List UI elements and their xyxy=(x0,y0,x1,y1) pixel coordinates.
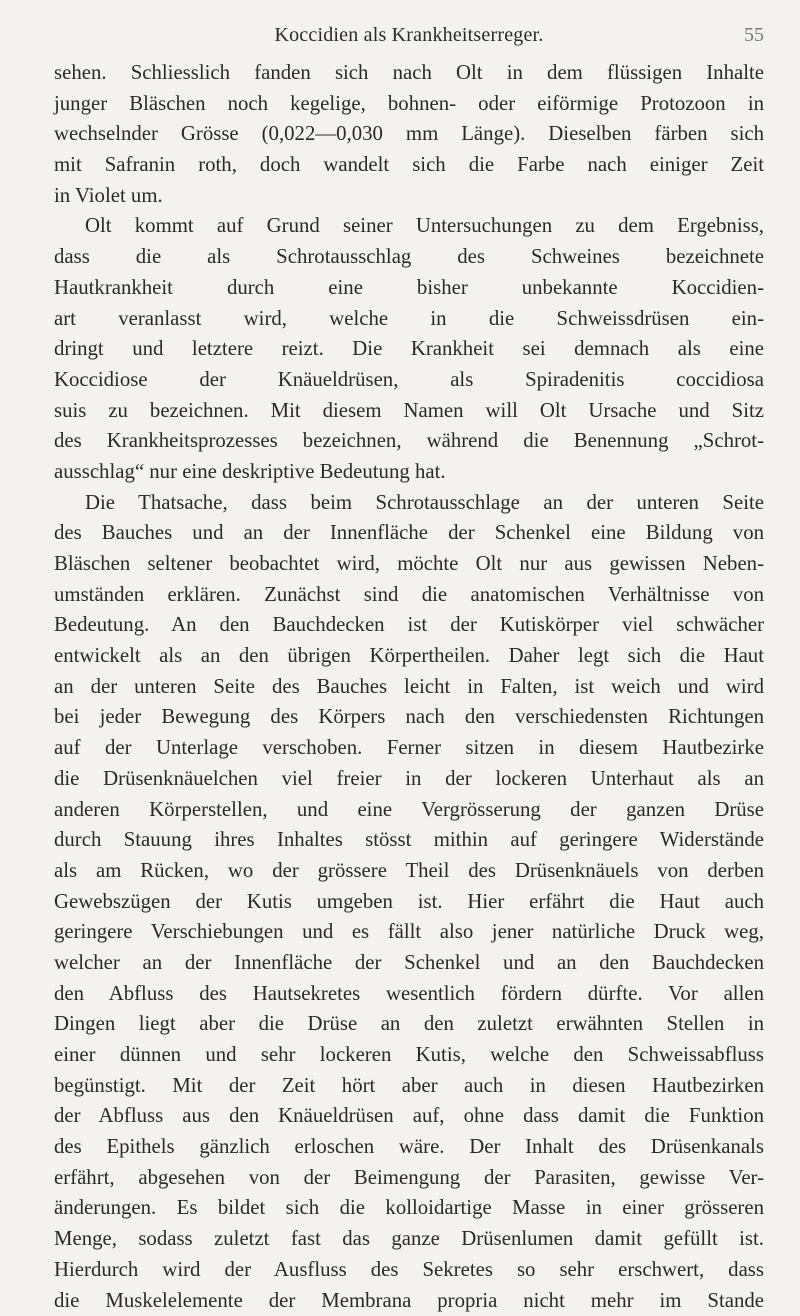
text-line: die Muskelelemente der Membrana propria nicht mehr im Stande xyxy=(54,1286,764,1316)
text-line: welcher an der Innenfläche der Schenkel und an den Bauchdecken xyxy=(54,948,764,979)
text-line: der Abfluss aus den Knäueldrüsen auf, ohne dass damit die Funktion xyxy=(54,1101,764,1132)
text-line: Die Thatsache, dass beim Schrotausschlage an der unteren Seite xyxy=(54,488,764,519)
text-line: änderungen. Es bildet sich die kolloidartige Masse in einer grösseren xyxy=(54,1193,764,1224)
text-line: den Abfluss des Hautsekretes wesentlich fördern dürfte. Vor allen xyxy=(54,979,764,1010)
text-line: erfährt, abgesehen von der Beimengung der Parasiten, gewisse Ver- xyxy=(54,1163,764,1194)
text-line: dringt und letztere reizt. Die Krankheit sei demnach als eine xyxy=(54,334,764,365)
text-line: bei jeder Bewegung des Körpers nach den verschiedensten Richtungen xyxy=(54,702,764,733)
text-line: auf der Unterlage verschoben. Ferner sitzen in diesem Hautbezirke xyxy=(54,733,764,764)
text-line: begünstigt. Mit der Zeit hört aber auch in diesen Hautbezirken xyxy=(54,1071,764,1102)
text-line: Koccidiose der Knäueldrüsen, als Spiradenitis coccidiosa xyxy=(54,365,764,396)
text-line: des Krankheitsprozesses bezeichnen, während die Benennung „Schrot- xyxy=(54,426,764,457)
text-line: Gewebszügen der Kutis umgeben ist. Hier erfährt die Haut auch xyxy=(54,887,764,918)
text-line: umständen erklären. Zunächst sind die anatomischen Verhältnisse von xyxy=(54,580,764,611)
text-line: art veranlasst wird, welche in die Schweissdrüsen ein- xyxy=(54,304,764,335)
text-line: des Epithels gänzlich erloschen wäre. Der Inhalt des Drüsenkanals xyxy=(54,1132,764,1163)
text-line: wechselnder Grösse (0,022—0,030 mm Länge). Dieselben färben sich xyxy=(54,119,764,150)
text-line: ausschlag“ nur eine deskriptive Bedeutung hat. xyxy=(54,457,764,488)
text-line: mit Safranin roth, doch wandelt sich die Farbe nach einiger Zeit xyxy=(54,150,764,181)
text-line: sehen. Schliesslich fanden sich nach Olt in dem flüssigen Inhalte xyxy=(54,58,764,89)
text-line: Hierdurch wird der Ausfluss des Sekretes so sehr erschwert, dass xyxy=(54,1255,764,1286)
running-title: Koccidien als Krankheitserreger. xyxy=(54,24,764,47)
text-line: Hautkrankheit durch eine bisher unbekannte Koccidien- xyxy=(54,273,764,304)
text-line: dass die als Schrotausschlag des Schweines bezeichnete xyxy=(54,242,764,273)
text-line: Dingen liegt aber die Drüse an den zuletzt erwähnten Stellen in xyxy=(54,1009,764,1040)
page-number: 55 xyxy=(744,24,764,47)
text-line: Bedeutung. An den Bauchdecken ist der Kutiskörper viel schwächer xyxy=(54,610,764,641)
text-line: Bläschen seltener beobachtet wird, möchte Olt nur aus gewissen Neben- xyxy=(54,549,764,580)
body-text xyxy=(54,58,764,1316)
text-line: Menge, sodass zuletzt fast das ganze Drüsenlumen damit gefüllt ist. xyxy=(54,1224,764,1255)
text-line: durch Stauung ihres Inhaltes stösst mithin auf geringere Widerstände xyxy=(54,825,764,856)
text-line: anderen Körperstellen, und eine Vergrösserung der ganzen Drüse xyxy=(54,795,764,826)
book-page xyxy=(54,24,764,1316)
text-line: junger Bläschen noch kegelige, bohnen- oder eiförmige Protozoon in xyxy=(54,89,764,120)
text-line: suis zu bezeichnen. Mit diesem Namen will Olt Ursache und Sitz xyxy=(54,396,764,427)
text-line: einer dünnen und sehr lockeren Kutis, welche den Schweissabfluss xyxy=(54,1040,764,1071)
text-line: die Drüsenknäuelchen viel freier in der lockeren Unterhaut als an xyxy=(54,764,764,795)
text-line: an der unteren Seite des Bauches leicht in Falten, ist weich und wird xyxy=(54,672,764,703)
text-line: entwickelt als an den übrigen Körpertheilen. Daher legt sich die Haut xyxy=(54,641,764,672)
text-line: des Bauches und an der Innenfläche der Schenkel eine Bildung von xyxy=(54,518,764,549)
page-header xyxy=(54,24,764,54)
text-line: als am Rücken, wo der grössere Theil des Drüsenknäuels von derben xyxy=(54,856,764,887)
text-line: in Violet um. xyxy=(54,181,764,212)
text-line: geringere Verschiebungen und es fällt also jener natürliche Druck weg, xyxy=(54,917,764,948)
text-line: Olt kommt auf Grund seiner Untersuchungen zu dem Ergebniss, xyxy=(54,211,764,242)
